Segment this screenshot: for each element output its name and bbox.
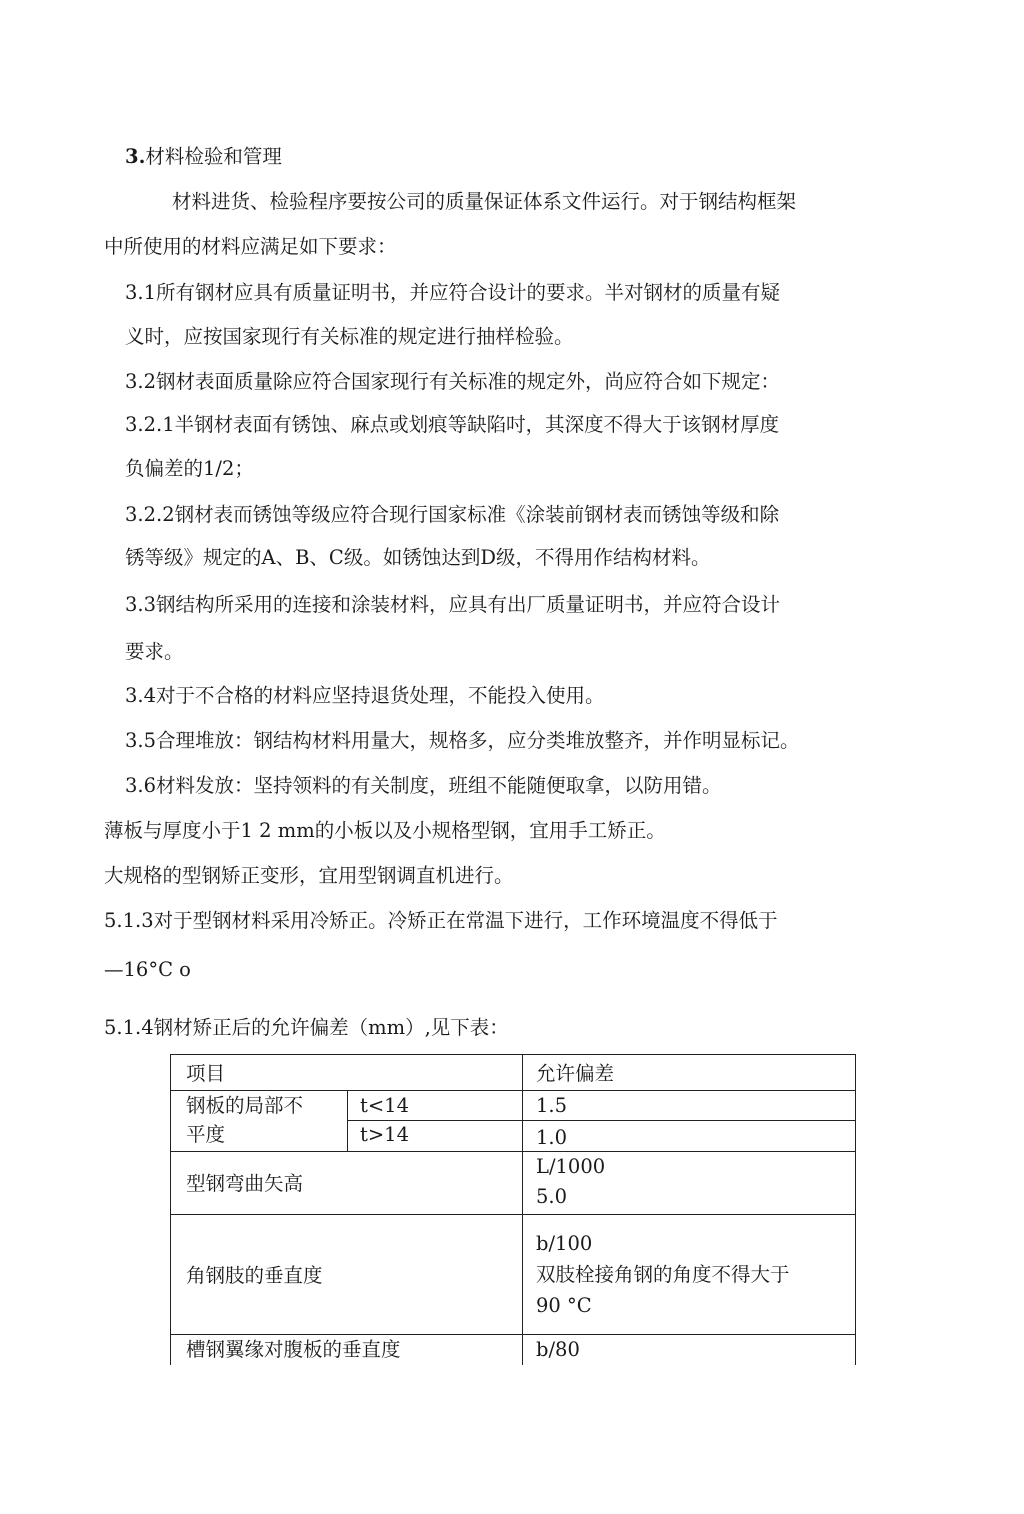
header-tolerance: 允许偏差 (536, 1062, 615, 1085)
clause-5-1-3-line-2: —16°C o (104, 958, 191, 981)
row-angle-perpendicularity-value-2: 双肢栓接角钢的角度不得大于 (536, 1263, 790, 1286)
row-section-bow-label: 型钢弯曲矢高 (186, 1172, 304, 1195)
row-plate-thin-condition: t<14 (360, 1094, 409, 1117)
item-3-5: 3.5合理堆放：钢结构材料用量大，规格多，应分类堆放整齐，并作明显标记。 (125, 729, 800, 752)
note-thin-plate: 薄板与厚度小于1 2 mm的小板以及小规格型钢，宜用手工矫正。 (104, 819, 666, 842)
item-3-3-line-2: 要求。 (125, 640, 184, 663)
row-section-bow-value-2: 5.0 (536, 1185, 568, 1208)
row-plate-thick-value: 1.0 (536, 1126, 568, 1149)
intro-line-2: 中所使用的材料应满足如下要求： (104, 235, 397, 258)
item-3-2-2-line-2: 锈等级》规定的A、B、C级。如锈蚀达到D级，不得用作结构材料。 (125, 546, 711, 569)
tolerance-table (170, 1054, 856, 1365)
clause-5-1-4: 5.1.4钢材矫正后的允许偏差（mm）,见下表： (104, 1016, 509, 1039)
section-heading (125, 147, 282, 167)
item-3-3-line-1: 3.3钢结构所采用的连接和涂装材料，应具有出厂质量证明书，并应符合设计 (125, 593, 781, 616)
item-3-4: 3.4对于不合格的材料应坚持退货处理，不能投入使用。 (125, 684, 605, 707)
item-3-1-line-1: 3.1所有钢材应具有质量证明书，并应符合设计的要求。半对钢材的质量有疑 (125, 281, 781, 304)
item-3-6: 3.6材料发放：坚持领料的有关制度，班组不能随便取拿，以防用错。 (125, 774, 722, 797)
row-plate-thick-condition: t>14 (360, 1123, 409, 1146)
row-channel-flange-label: 槽钢翼缘对腹板的垂直度 (186, 1338, 401, 1361)
row-section-bow-value-1: L/1000 (536, 1155, 606, 1178)
note-large-section: 大规格的型钢矫正变形，宜用型钢调直机进行。 (104, 864, 514, 887)
row-angle-perpendicularity-label: 角钢肢的垂直度 (186, 1264, 323, 1287)
header-item: 项目 (186, 1062, 226, 1085)
clause-5-1-3-line-1: 5.1.3对于型钢材料采用冷矫正。冷矫正在常温下进行，工作环境温度不得低于 (104, 909, 778, 932)
item-3-2-1-line-1: 3.2.1半钢材表面有锈蚀、麻点或划痕等缺陷吋，其深度不得大于该钢材厚度 (125, 413, 780, 436)
row-plate-thin-value: 1.5 (536, 1094, 568, 1117)
intro-line-1: 材料进货、检验程序要按公司的质量保证体系文件运行。对于钢结构框架 (172, 190, 797, 213)
row-plate-flatness-label-2: 平度 (186, 1123, 226, 1146)
item-3-2: 3.2钢材表面质量除应符合国家现行有关标准的规定外，尚应符合如下规定： (125, 370, 781, 393)
row-channel-flange-value: b/80 (536, 1338, 580, 1361)
item-3-1-line-2: 义时，应按国家现行有关标准的规定进行抽样检验。 (125, 325, 574, 348)
row-angle-perpendicularity-value-1: b/100 (536, 1232, 593, 1255)
item-3-2-1-line-2: 负偏差的1/2； (125, 457, 254, 480)
row-angle-perpendicularity-value-3: 90 °C (536, 1294, 592, 1317)
row-plate-flatness-label-1: 钢板的局部不 (186, 1094, 304, 1117)
section-title: 材料检验和管理 (145, 145, 282, 168)
item-3-2-2-line-1: 3.2.2钢材表而锈蚀等级应符合现行国家标准《涂装前钢材表而锈蚀等级和除 (125, 503, 780, 526)
section-number: 3. (125, 145, 146, 168)
